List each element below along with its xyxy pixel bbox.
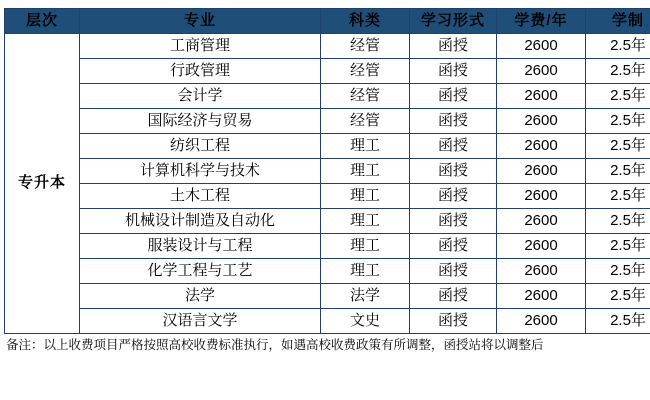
fee-cell: 2600: [497, 184, 586, 209]
mode-cell: 函授: [410, 159, 497, 184]
table-row: [5, 209, 650, 234]
fee-cell: 2600: [497, 109, 586, 134]
level-cell: 专升本: [5, 34, 80, 334]
table-body: [5, 34, 650, 334]
major-cell: 汉语言文学: [80, 309, 321, 334]
column-header-fee: 学费/年: [497, 9, 586, 34]
table-row: [5, 184, 650, 209]
major-cell: 服装设计与工程: [80, 234, 321, 259]
category-cell: 理工: [321, 234, 410, 259]
category-cell: 经管: [321, 34, 410, 59]
table-row: [5, 84, 650, 109]
fee-cell: 2600: [497, 259, 586, 284]
major-cell: 化学工程与工艺: [80, 259, 321, 284]
table-row: [5, 34, 650, 59]
years-cell: 2.5年: [586, 59, 650, 84]
category-cell: 文史: [321, 309, 410, 334]
years-cell: 2.5年: [586, 184, 650, 209]
table-row: [5, 234, 650, 259]
table-row: [5, 284, 650, 309]
tuition-table: [4, 8, 650, 334]
major-cell: 土木工程: [80, 184, 321, 209]
years-cell: 2.5年: [586, 159, 650, 184]
fee-cell: 2600: [497, 84, 586, 109]
major-cell: 工商管理: [80, 34, 321, 59]
category-cell: 理工: [321, 259, 410, 284]
table-header: [5, 9, 650, 34]
major-cell: 国际经济与贸易: [80, 109, 321, 134]
mode-cell: 函授: [410, 284, 497, 309]
fee-cell: 2600: [497, 234, 586, 259]
column-header-years: 学制: [586, 9, 650, 34]
category-cell: 经管: [321, 59, 410, 84]
mode-cell: 函授: [410, 234, 497, 259]
major-cell: 法学: [80, 284, 321, 309]
major-cell: 机械设计制造及自动化: [80, 209, 321, 234]
major-cell: 纺织工程: [80, 134, 321, 159]
major-cell: 会计学: [80, 84, 321, 109]
category-cell: 理工: [321, 159, 410, 184]
fee-cell: 2600: [497, 59, 586, 84]
category-cell: 理工: [321, 134, 410, 159]
mode-cell: 函授: [410, 309, 497, 334]
fee-cell: 2600: [497, 134, 586, 159]
years-cell: 2.5年: [586, 234, 650, 259]
category-cell: 经管: [321, 109, 410, 134]
mode-cell: 函授: [410, 209, 497, 234]
mode-cell: 函授: [410, 34, 497, 59]
years-cell: 2.5年: [586, 84, 650, 109]
years-cell: 2.5年: [586, 134, 650, 159]
table-row: [5, 134, 650, 159]
column-header-major: 专业: [80, 9, 321, 34]
mode-cell: 函授: [410, 259, 497, 284]
fee-cell: 2600: [497, 309, 586, 334]
header-row: [5, 9, 650, 34]
years-cell: 2.5年: [586, 209, 650, 234]
years-cell: 2.5年: [586, 34, 650, 59]
category-cell: 经管: [321, 84, 410, 109]
column-header-level: 层次: [5, 9, 80, 34]
column-header-category: 科类: [321, 9, 410, 34]
table-row: [5, 259, 650, 284]
column-header-mode: 学习形式: [410, 9, 497, 34]
category-cell: 法学: [321, 284, 410, 309]
years-cell: 2.5年: [586, 109, 650, 134]
mode-cell: 函授: [410, 84, 497, 109]
category-cell: 理工: [321, 184, 410, 209]
table-row: [5, 309, 650, 334]
fee-cell: 2600: [497, 159, 586, 184]
table-row: [5, 59, 650, 84]
table-row: [5, 109, 650, 134]
years-cell: 2.5年: [586, 309, 650, 334]
footnote: 备注：以上收费项目严格按照高校收费标准执行，如遇高校收费政策有所调整，函授站将以调整后: [6, 338, 544, 352]
table-row: [5, 159, 650, 184]
category-cell: 理工: [321, 209, 410, 234]
major-cell: 行政管理: [80, 59, 321, 84]
mode-cell: 函授: [410, 109, 497, 134]
major-cell: 计算机科学与技术: [80, 159, 321, 184]
mode-cell: 函授: [410, 184, 497, 209]
fee-cell: 2600: [497, 209, 586, 234]
years-cell: 2.5年: [586, 284, 650, 309]
fee-cell: 2600: [497, 34, 586, 59]
fee-cell: 2600: [497, 284, 586, 309]
mode-cell: 函授: [410, 134, 497, 159]
years-cell: 2.5年: [586, 259, 650, 284]
mode-cell: 函授: [410, 59, 497, 84]
